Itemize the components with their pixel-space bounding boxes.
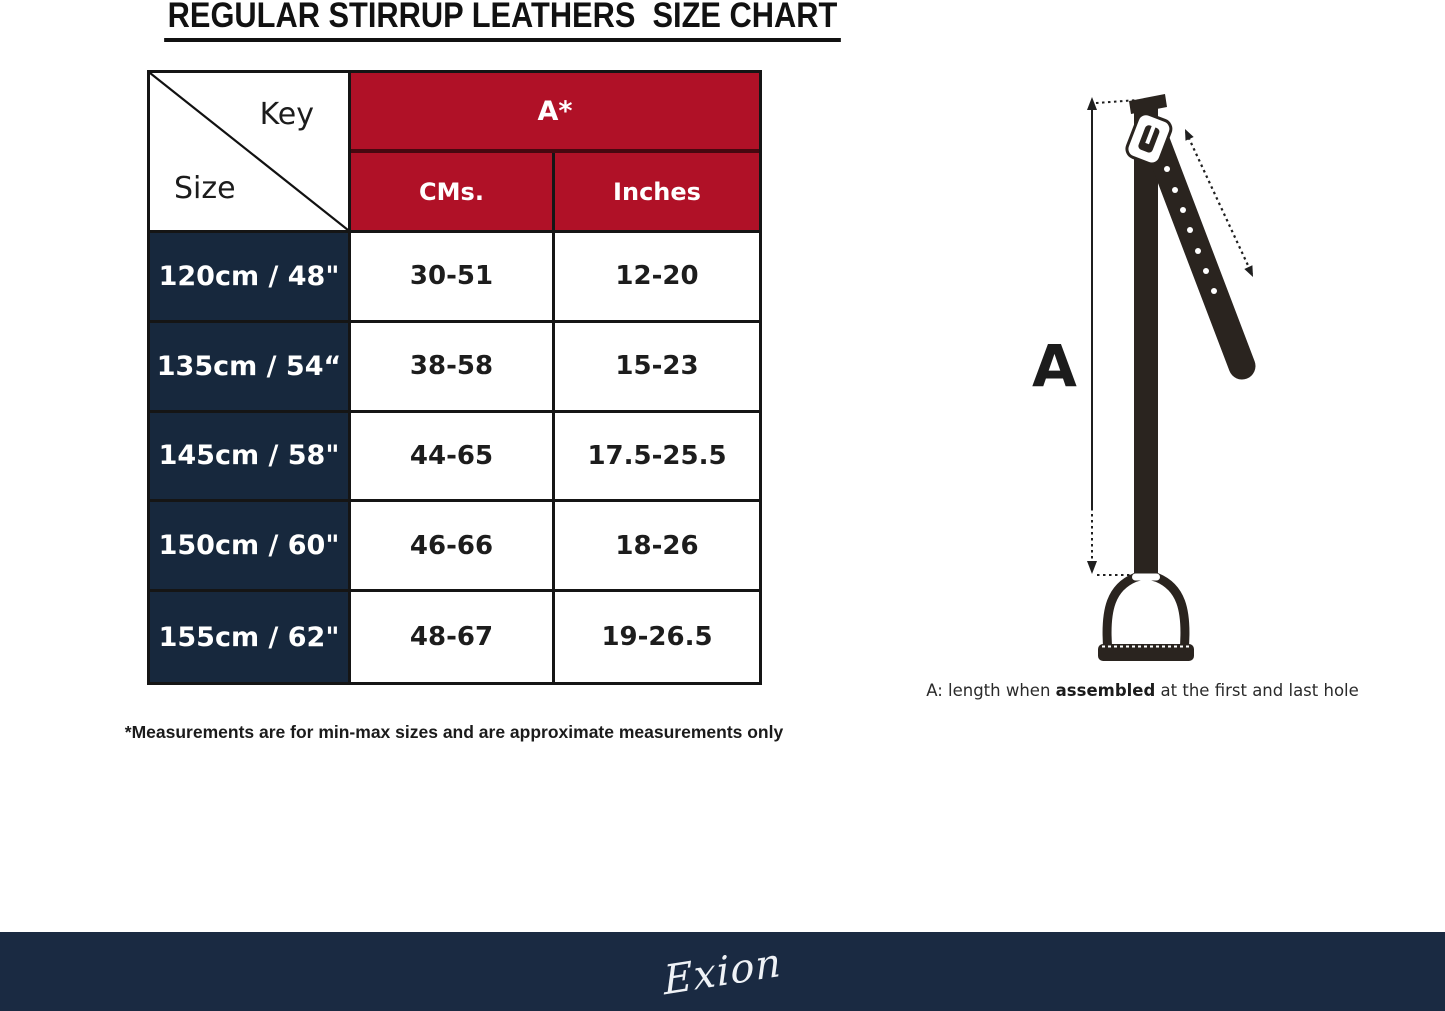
corner-key-label: Key	[259, 97, 314, 132]
measurements-footnote: *Measurements are for min-max sizes and are approximate measurements only	[124, 722, 784, 742]
title-wrap	[118, 0, 838, 42]
caption-prefix: A: length when	[926, 681, 1056, 700]
stirrup-leather-diagram	[1000, 88, 1300, 678]
cms-cell: 44-65	[351, 413, 555, 503]
inches-cell: 17.5-25.5	[555, 413, 759, 503]
group-header-a: A*	[351, 73, 759, 153]
footer-bar	[0, 932, 1445, 1011]
iron-eye-slot	[1132, 574, 1160, 581]
buckle-strap	[1156, 140, 1242, 366]
inches-cell: 12-20	[555, 233, 759, 323]
size-cell: 135cm / 54“	[150, 323, 351, 413]
size-chart-table	[147, 70, 762, 685]
inches-cell: 18-26	[555, 502, 759, 592]
cms-cell: 48-67	[351, 592, 555, 682]
measure-line-a	[1087, 97, 1138, 575]
brand-logo: Exion	[662, 939, 783, 1004]
caption-bold: assembled	[1055, 681, 1156, 700]
caption-suffix: at the first and last hole	[1155, 681, 1359, 700]
size-cell: 120cm / 48"	[150, 233, 351, 323]
inches-cell: 19-26.5	[555, 592, 759, 682]
diagonal-divider	[150, 73, 348, 230]
cms-cell: 38-58	[351, 323, 555, 413]
header-cms: CMs.	[351, 153, 555, 233]
cms-cell: 46-66	[351, 502, 555, 592]
size-cell: 155cm / 62"	[150, 592, 351, 682]
page-title: REGULAR STIRRUP LEATHERS SIZE CHART	[164, 0, 841, 42]
header-inches: Inches	[555, 153, 759, 233]
cms-cell: 30-51	[351, 233, 555, 323]
diagram-caption	[920, 681, 1365, 700]
size-cell: 150cm / 60"	[150, 502, 351, 592]
inches-cell: 15-23	[555, 323, 759, 413]
stirrup-iron	[1098, 574, 1194, 662]
corner-cell	[150, 73, 351, 233]
size-cell: 145cm / 58"	[150, 413, 351, 503]
measure-a-label: A	[1032, 332, 1077, 400]
corner-size-label: Size	[174, 171, 236, 206]
